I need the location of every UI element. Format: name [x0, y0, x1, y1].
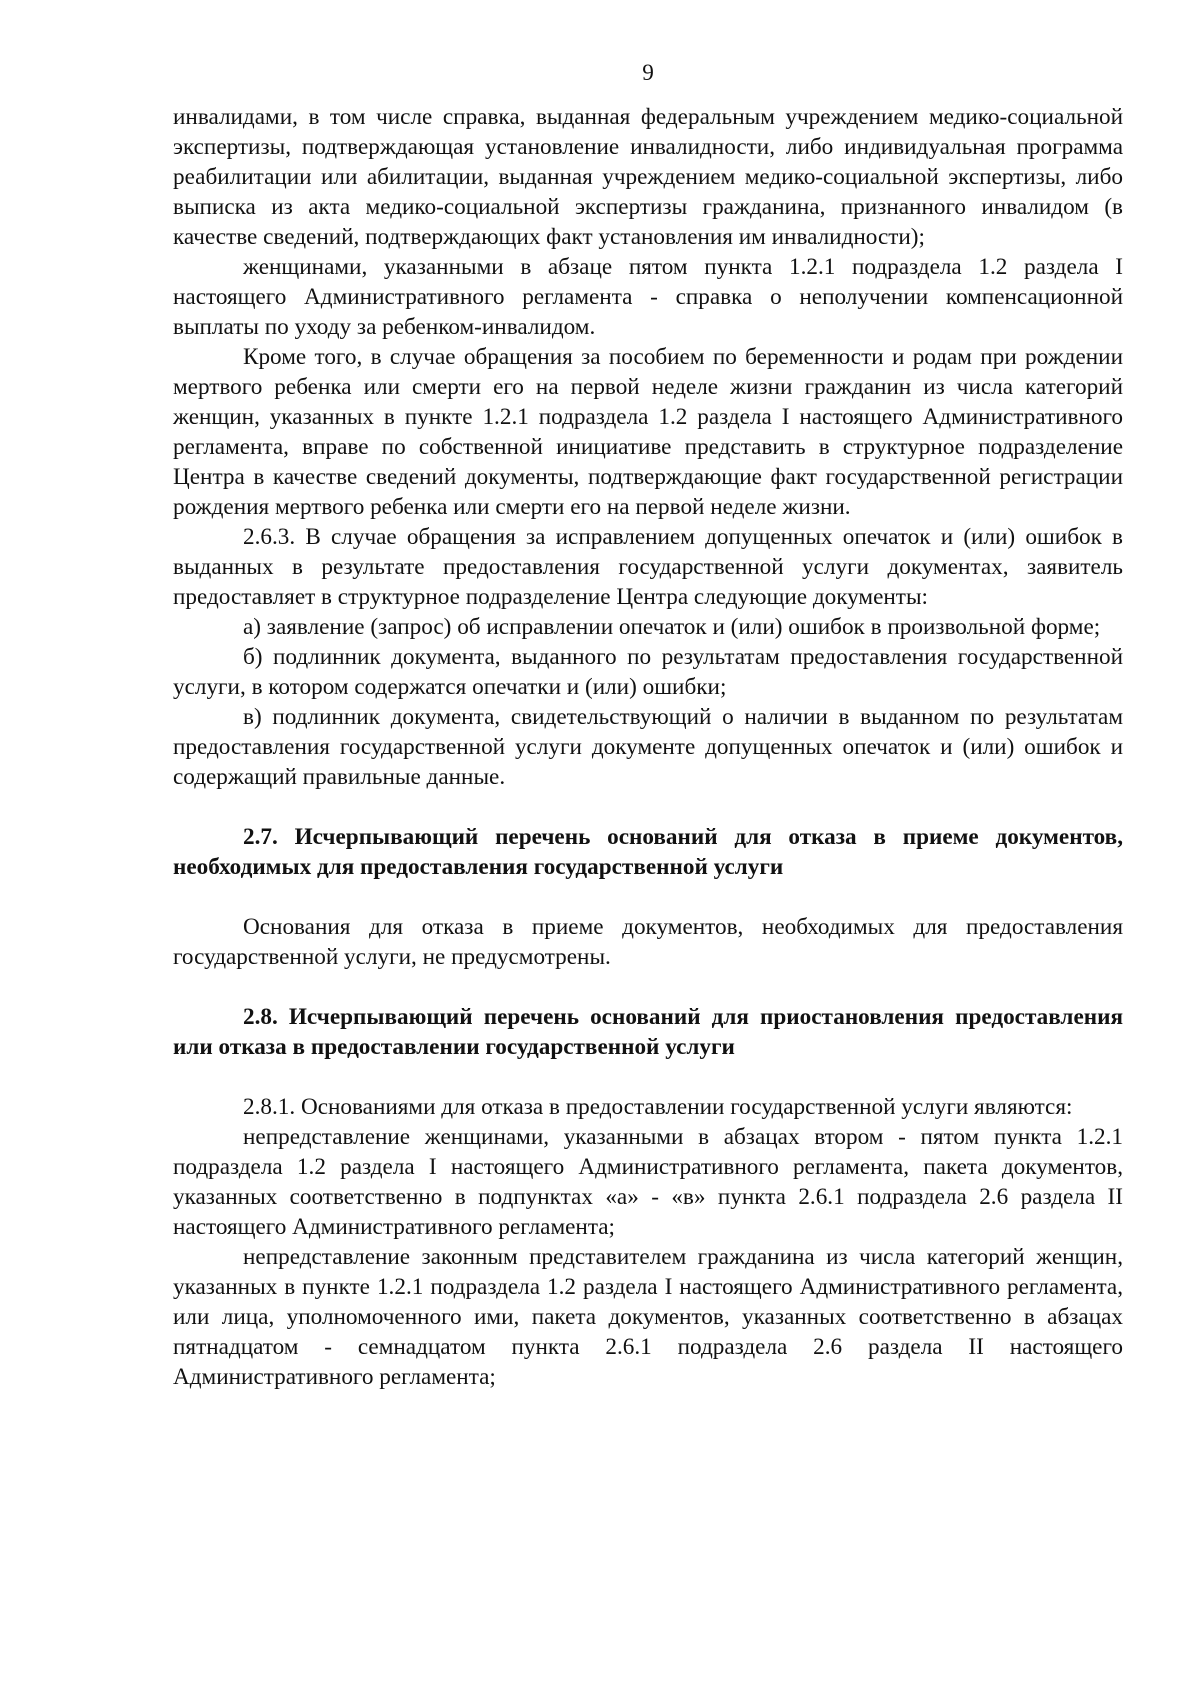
section-heading-2-7: 2.7. Исчерпывающий перечень оснований для отказа в приеме документов, необходимых для предоставления государственной услуги: [173, 824, 1123, 880]
paragraph-non-submission-representative: непредставление законным представителем гражданина из числа категорий женщин, указанных в пункте 1.2.1 подраздела 1.2 раздела I настоящего Административного регламента, или лица, уполномоченного ими, пакета документов, указанных соответственно в абзацах пятнадцатом - семнадцатом пункта 2.6.1 подраздела 2.6 раздела II настоящего Административного регламента;: [173, 1244, 1123, 1390]
paragraph-women-fifth-abzac: женщинами, указанными в абзаце пятом пункта 1.2.1 подраздела 1.2 раздела I настоящего Административного регламента - справка о неполучении компенсационной выплаты по уходу за ребенком-инвалидом.: [173, 254, 1123, 340]
page-number: 9: [642, 60, 654, 86]
paragraph-stillbirth: Кроме того, в случае обращения за пособием по беременности и родам при рождении мертвого ребенка или смерти его на первой неделе жизни гражданин из числа категорий женщин, указанных в пункте 1.2.1 подраздела 1.2 раздела I настоящего Административного регламента, вправе по собственной инициативе представить в структурное подразделение Центра в качестве сведений документы, подтверждающие факт государственной регистрации рождения мертвого ребенка или смерти его на первой неделе жизни.: [173, 344, 1123, 520]
paragraph-continuation: инвалидами, в том числе справка, выданная федеральным учреждением медико-социальной экспертизы, подтверждающая установление инвалидности, либо индивидуальная программа реабилитации или абилитации, выданная учреждением медико-социальной экспертизы, либо выписка из акта медико-социальной экспертизы гражданина, признанного инвалидом (в качестве сведений, подтверждающих факт установления им инвалидности);: [173, 104, 1123, 250]
section-heading-2-8: 2.8. Исчерпывающий перечень оснований для приостановления предоставления или отказа в предоставлении государственной услуги: [173, 1004, 1123, 1060]
paragraph-non-submission-women: непредставление женщинами, указанными в абзацах втором - пятом пункта 1.2.1 подраздела 1.2 раздела I настоящего Административного регламента, пакета документов, указанных соответственно в подпунктах «а» - «в» пункта 2.6.1 подраздела 2.6 раздела II настоящего Административного регламента;: [173, 1124, 1123, 1240]
list-item-v: в) подлинник документа, свидетельствующий о наличии в выданном по результатам предоставления государственной услуги документе допущенных опечаток и (или) ошибок и содержащий правильные данные.: [173, 704, 1123, 790]
section-body-2-7: Основания для отказа в приеме документов, необходимых для предоставления государственной услуги, не предусмотрены.: [173, 914, 1123, 970]
paragraph-2-6-3: 2.6.3. В случае обращения за исправлением допущенных опечаток и (или) ошибок в выданных в результате предоставления государственной услуги документах, заявитель предоставляет в структурное подразделение Центра следующие документы:: [173, 524, 1123, 610]
list-item-b: б) подлинник документа, выданного по результатам предоставления государственной услуги, в котором содержатся опечатки и (или) ошибки;: [173, 644, 1123, 700]
paragraph-2-8-1: 2.8.1. Основаниями для отказа в предоставлении государственной услуги являются:: [243, 1094, 1073, 1120]
document-page: [173, 58, 1123, 1392]
list-item-a: а) заявление (запрос) об исправлении опечаток и (или) ошибок в произвольной форме;: [243, 614, 1101, 640]
